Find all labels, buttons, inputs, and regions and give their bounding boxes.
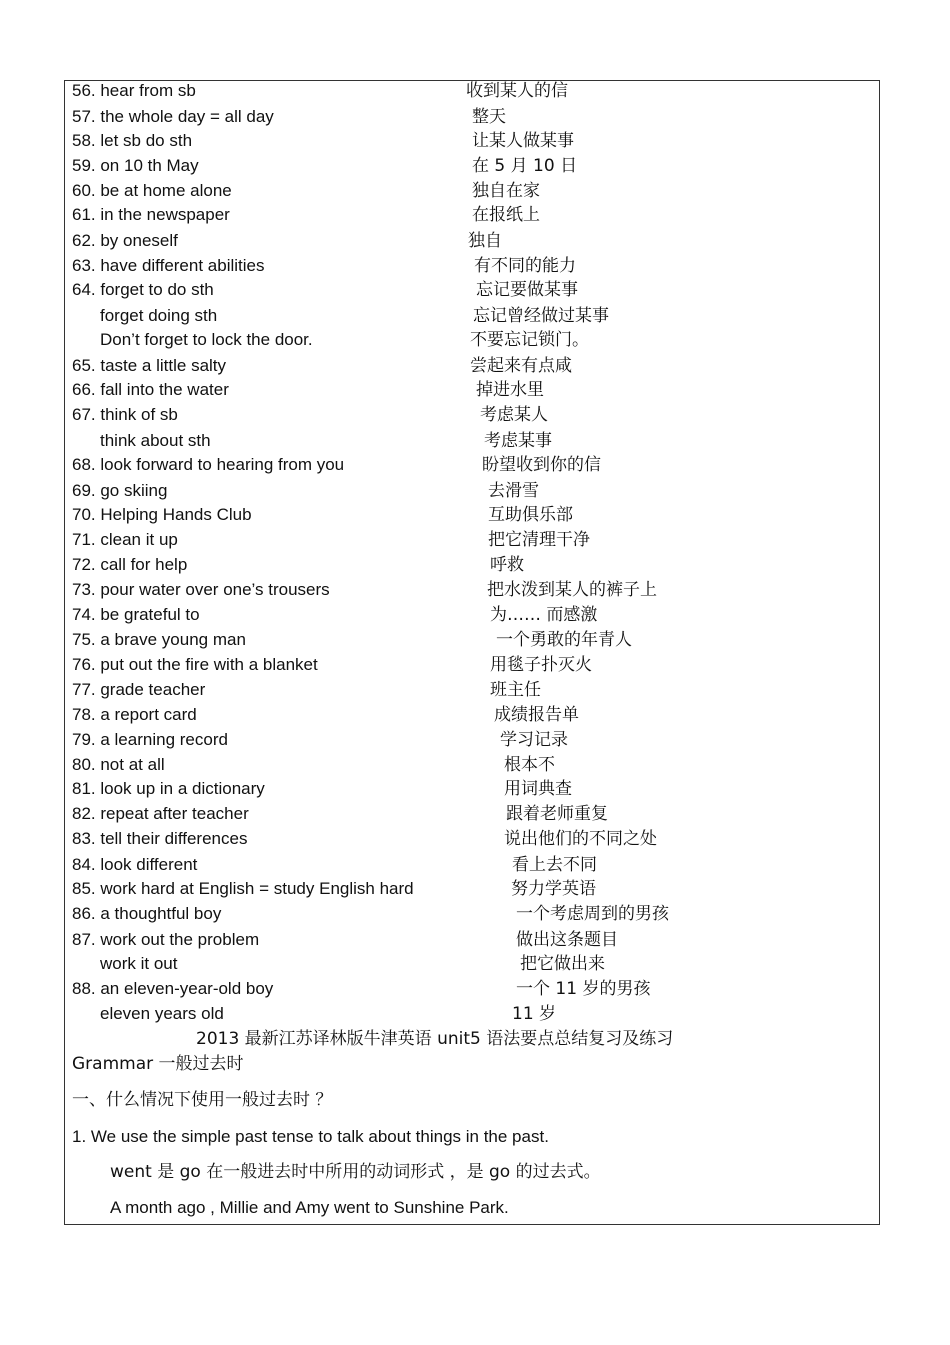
phrase-chinese: 掉进水里 bbox=[476, 380, 544, 400]
phrase-row bbox=[72, 853, 872, 877]
phrase-english: 63. have different abilities bbox=[72, 256, 265, 275]
phrase-english: 76. put out the fire with a blanket bbox=[72, 655, 318, 674]
phrase-chinese: 为…… 而感激 bbox=[490, 605, 598, 625]
phrase-chinese: 忘记曾经做过某事 bbox=[473, 306, 609, 326]
phrase-chinese: 考虑某人 bbox=[480, 405, 548, 425]
phrase-row bbox=[72, 354, 872, 378]
phrase-english: 80. not at all bbox=[72, 755, 165, 774]
phrase-english: 57. the whole day = all day bbox=[72, 107, 274, 126]
phrase-chinese: 考虑某事 bbox=[484, 431, 552, 451]
phrase-english: 73. pour water over one’s trousers bbox=[72, 580, 330, 599]
phrase-chinese: 忘记要做某事 bbox=[476, 280, 578, 300]
phrase-row bbox=[72, 603, 872, 627]
phrase-english: forget doing sth bbox=[100, 306, 218, 325]
phrase-row bbox=[72, 703, 872, 727]
phrase-english: 61. in the newspaper bbox=[72, 205, 230, 224]
phrase-row bbox=[72, 179, 872, 203]
phrase-english: 86. a thoughtful boy bbox=[72, 904, 222, 923]
phrase-row bbox=[72, 105, 872, 129]
phrase-english: 87. work out the problem bbox=[72, 930, 260, 949]
phrase-english: 82. repeat after teacher bbox=[72, 804, 249, 823]
phrase-row bbox=[72, 129, 872, 153]
phrase-row bbox=[72, 403, 872, 427]
phrase-english: 67. think of sb bbox=[72, 405, 178, 424]
phrase-chinese: 一个勇敢的年青人 bbox=[496, 630, 632, 650]
phrase-row bbox=[72, 378, 872, 402]
phrase-chinese: 把水泼到某人的裤子上 bbox=[487, 580, 657, 600]
phrase-row bbox=[72, 653, 872, 677]
phrase-english: 56. hear from sb bbox=[72, 81, 196, 100]
phrase-row bbox=[72, 928, 872, 952]
phrase-row bbox=[72, 628, 872, 652]
phrase-row bbox=[72, 877, 872, 901]
phrase-english: eleven years old bbox=[100, 1004, 224, 1023]
phrase-chinese: 不要忘记锁门。 bbox=[470, 330, 589, 350]
phrase-row bbox=[72, 678, 872, 702]
phrase-english: 70. Helping Hands Club bbox=[72, 505, 252, 524]
phrase-english: 59. on 10 th May bbox=[72, 156, 199, 175]
phrase-english: 88. an eleven-year-old boy bbox=[72, 979, 274, 998]
phrase-row bbox=[72, 79, 872, 103]
phrase-row bbox=[72, 203, 872, 227]
phrase-row bbox=[72, 503, 872, 527]
phrase-chinese: 一个 11 岁的男孩 bbox=[516, 979, 651, 999]
phrase-row bbox=[72, 553, 872, 577]
phrase-chinese: 成绩报告单 bbox=[494, 705, 579, 725]
phrase-english: 71. clean it up bbox=[72, 530, 178, 549]
phrase-row bbox=[72, 753, 872, 777]
phrase-english: 79. a learning record bbox=[72, 730, 228, 749]
phrase-english: 69. go skiing bbox=[72, 481, 168, 500]
phrase-row bbox=[72, 229, 872, 253]
phrase-row bbox=[72, 578, 872, 602]
phrase-row bbox=[72, 777, 872, 801]
section-title: 2013 最新江苏译林版牛津英语 unit5 语法要点总结复习及练习 bbox=[196, 1029, 674, 1049]
phrase-row bbox=[72, 254, 872, 278]
phrase-chinese: 学习记录 bbox=[500, 730, 568, 750]
example-sentence: A month ago , Millie and Amy went to Sunshine Park. bbox=[110, 1198, 509, 1217]
phrase-english: 64. forget to do sth bbox=[72, 280, 214, 299]
phrase-row bbox=[72, 728, 872, 752]
phrase-english: 66. fall into the water bbox=[72, 380, 229, 399]
phrase-english: 72. call for help bbox=[72, 555, 188, 574]
phrase-english: 65. taste a little salty bbox=[72, 356, 227, 375]
phrase-english: 62. by oneself bbox=[72, 231, 178, 250]
phrase-chinese: 用毯子扑灭火 bbox=[490, 655, 592, 675]
phrase-english: work it out bbox=[100, 954, 178, 973]
phrase-english: 74. be grateful to bbox=[72, 605, 200, 624]
phrase-english: 84. look different bbox=[72, 855, 198, 874]
phrase-chinese: 用词典查 bbox=[504, 779, 572, 799]
phrase-chinese: 在报纸上 bbox=[472, 205, 540, 225]
phrase-row bbox=[72, 827, 872, 851]
phrase-chinese: 尝起来有点咸 bbox=[470, 356, 572, 376]
phrase-chinese: 说出他们的不同之处 bbox=[504, 829, 657, 849]
phrase-english: Don’t forget to lock the door. bbox=[100, 330, 313, 349]
phrase-row bbox=[72, 429, 872, 453]
phrase-english: 58. let sb do sth bbox=[72, 131, 193, 150]
phrase-chinese: 互助俱乐部 bbox=[488, 505, 573, 525]
phrase-chinese: 去滑雪 bbox=[488, 481, 539, 501]
phrase-chinese: 盼望收到你的信 bbox=[482, 455, 601, 475]
phrase-english: 75. a brave young man bbox=[72, 630, 246, 649]
phrase-chinese: 把它清理干净 bbox=[488, 530, 590, 550]
grammar-heading: Grammar 一般过去时 bbox=[72, 1054, 244, 1074]
phrase-row bbox=[72, 802, 872, 826]
phrase-chinese: 独自在家 bbox=[472, 181, 540, 201]
phrase-english: 85. work hard at English = study English hard bbox=[72, 879, 414, 898]
phrase-english: 77. grade teacher bbox=[72, 680, 206, 699]
phrase-english: 78. a report card bbox=[72, 705, 197, 724]
phrase-chinese: 看上去不同 bbox=[512, 855, 597, 875]
phrase-chinese: 11 岁 bbox=[512, 1004, 557, 1024]
phrase-row bbox=[72, 952, 872, 976]
grammar-point-1: 1. We use the simple past tense to talk about things in the past. bbox=[72, 1127, 549, 1146]
phrase-row bbox=[72, 479, 872, 503]
phrase-chinese: 把它做出来 bbox=[520, 954, 605, 974]
phrase-row bbox=[72, 154, 872, 178]
phrase-row bbox=[72, 977, 872, 1001]
phrase-english: 83. tell their differences bbox=[72, 829, 248, 848]
phrase-chinese: 呼救 bbox=[490, 555, 524, 575]
phrase-chinese: 独自 bbox=[468, 231, 502, 251]
phrase-chinese: 在 5 月 10 日 bbox=[472, 156, 578, 176]
phrase-chinese: 跟着老师重复 bbox=[506, 804, 608, 824]
phrase-row bbox=[72, 304, 872, 328]
phrase-row bbox=[72, 278, 872, 302]
phrase-english: 68. look forward to hearing from you bbox=[72, 455, 345, 474]
phrase-chinese: 整天 bbox=[472, 107, 506, 127]
went-note: went 是 go 在一般进去时中所用的动词形式 ，是 go 的过去式。 bbox=[110, 1162, 601, 1182]
phrase-row bbox=[72, 1002, 872, 1026]
phrase-chinese: 班主任 bbox=[490, 680, 541, 700]
phrase-row bbox=[72, 528, 872, 552]
phrase-row bbox=[72, 902, 872, 926]
phrase-chinese: 一个考虑周到的男孩 bbox=[516, 904, 669, 924]
phrase-chinese: 收到某人的信 bbox=[466, 81, 568, 101]
phrase-chinese: 有不同的能力 bbox=[474, 256, 576, 276]
phrase-chinese: 努力学英语 bbox=[511, 879, 596, 899]
phrase-english: think about sth bbox=[100, 431, 211, 450]
phrase-row bbox=[72, 453, 872, 477]
phrase-chinese: 让某人做某事 bbox=[472, 131, 574, 151]
phrase-english: 81. look up in a dictionary bbox=[72, 779, 265, 798]
question-heading: 一、什么情况下使用一般过去时 ？ bbox=[72, 1090, 333, 1110]
phrase-chinese: 根本不 bbox=[504, 755, 555, 775]
phrase-english: 60. be at home alone bbox=[72, 181, 232, 200]
phrase-chinese: 做出这条题目 bbox=[516, 930, 618, 950]
phrase-row bbox=[72, 328, 872, 352]
